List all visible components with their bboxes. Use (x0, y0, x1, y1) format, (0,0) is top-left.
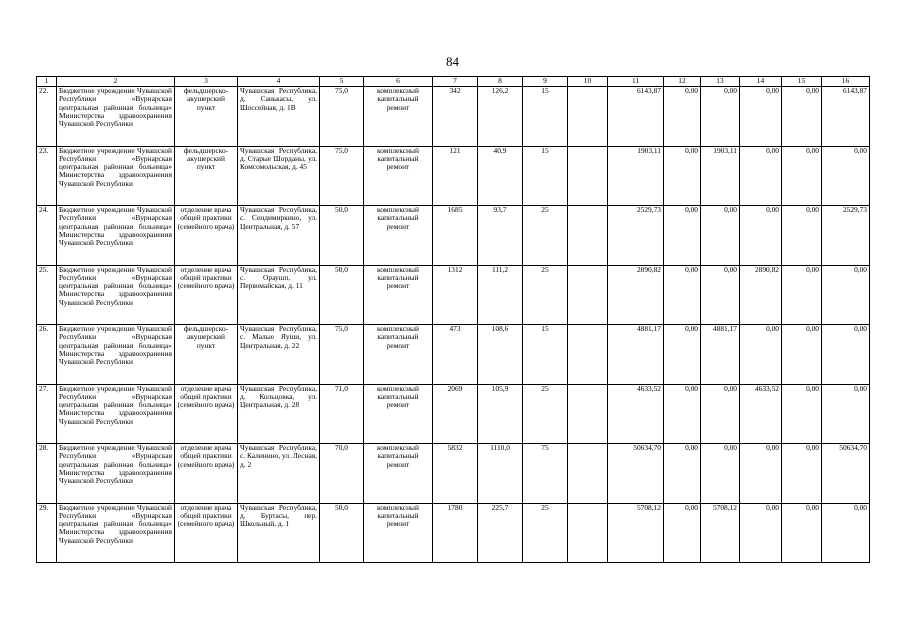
column-header-1: 1 (37, 77, 57, 87)
column-header-13: 13 (701, 77, 740, 87)
cell-col-12: 0,00 (664, 384, 701, 444)
organization-name: Бюджетное учреждение Чувашской Республики «Вурнарская центральная районная больница» Министерства здравоохранения Чувашской Республики (57, 87, 175, 147)
work-type: комплексный капитальный ремонт (364, 87, 433, 147)
cell-col-15: 0,00 (782, 146, 822, 206)
cell-col-11: 1903,11 (608, 146, 664, 206)
cell-col-9: 75 (523, 444, 568, 504)
facility-type: фельдшерско-акушерский пункт (175, 146, 238, 206)
cell-col-16: 0,00 (822, 325, 870, 385)
column-header-5: 5 (320, 77, 364, 87)
cell-col-14: 2890,82 (740, 265, 782, 325)
cell-col-10 (568, 146, 608, 206)
facility-address: Чувашская Республика, с. Сендимиркино, ул. Центральная, д. 57 (238, 206, 320, 266)
table-row (37, 265, 870, 325)
cell-col-5: 71,0 (320, 384, 364, 444)
row-number: 27. (37, 384, 57, 444)
cell-col-9: 15 (523, 325, 568, 385)
column-number-row (37, 77, 870, 87)
cell-col-12: 0,00 (664, 265, 701, 325)
page-number: 84 (446, 54, 459, 69)
cell-col-13: 0,00 (701, 265, 740, 325)
organization-name: Бюджетное учреждение Чувашской Республики «Вурнарская центральная районная больница» Министерства здравоохранения Чувашской Республики (57, 265, 175, 325)
column-header-12: 12 (664, 77, 701, 87)
column-header-10: 10 (568, 77, 608, 87)
cell-col-10 (568, 87, 608, 147)
facility-type: отделение врача общей практики (семейного врача) (175, 206, 238, 266)
work-type: комплексный капитальный ремонт (364, 384, 433, 444)
cell-col-9: 15 (523, 146, 568, 206)
cell-col-7: 342 (433, 87, 478, 147)
row-number: 26. (37, 325, 57, 385)
cell-col-11: 2890,82 (608, 265, 664, 325)
cell-col-15: 0,00 (782, 206, 822, 266)
facility-type: отделение врача общей практики (семейного врача) (175, 384, 238, 444)
organization-name: Бюджетное учреждение Чувашской Республики «Вурнарская центральная районная больница» Министерства здравоохранения Чувашской Республики (57, 503, 175, 563)
organization-name: Бюджетное учреждение Чувашской Республики «Вурнарская центральная районная больница» Министерства здравоохранения Чувашской Республики (57, 325, 175, 385)
cell-col-5: 75,0 (320, 146, 364, 206)
table-row (37, 503, 870, 563)
cell-col-14: 0,00 (740, 87, 782, 147)
cell-col-13: 4881,17 (701, 325, 740, 385)
cell-col-5: 70,0 (320, 444, 364, 504)
data-table (36, 76, 870, 563)
cell-col-12: 0,00 (664, 146, 701, 206)
cell-col-16: 0,00 (822, 384, 870, 444)
cell-col-8: 1110,0 (478, 444, 523, 504)
cell-col-15: 0,00 (782, 87, 822, 147)
facility-type: отделение врача общей практики (семейного врача) (175, 265, 238, 325)
column-header-3: 3 (175, 77, 238, 87)
cell-col-8: 105,9 (478, 384, 523, 444)
cell-col-10 (568, 325, 608, 385)
facility-type: отделение врача общей практики (семейного врача) (175, 444, 238, 504)
cell-col-7: 1312 (433, 265, 478, 325)
cell-col-8: 126,2 (478, 87, 523, 147)
cell-col-8: 40,9 (478, 146, 523, 206)
row-number: 28. (37, 444, 57, 504)
cell-col-11: 4633,52 (608, 384, 664, 444)
column-header-8: 8 (478, 77, 523, 87)
cell-col-5: 50,0 (320, 206, 364, 266)
work-type: комплексный капитальный ремонт (364, 265, 433, 325)
column-header-11: 11 (608, 77, 664, 87)
column-header-4: 4 (238, 77, 320, 87)
cell-col-15: 0,00 (782, 384, 822, 444)
row-number: 23. (37, 146, 57, 206)
cell-col-13: 0,00 (701, 87, 740, 147)
cell-col-7: 1780 (433, 503, 478, 563)
facility-address: Чувашская Республика, д. Буртасы, пер. Школьный, д. 1 (238, 503, 320, 563)
cell-col-8: 108,6 (478, 325, 523, 385)
column-header-14: 14 (740, 77, 782, 87)
cell-col-7: 121 (433, 146, 478, 206)
cell-col-14: 4633,52 (740, 384, 782, 444)
work-type: комплексный капитальный ремонт (364, 206, 433, 266)
cell-col-15: 0,00 (782, 265, 822, 325)
cell-col-13: 5708,12 (701, 503, 740, 563)
table-row (37, 87, 870, 147)
cell-col-5: 50,0 (320, 265, 364, 325)
column-header-9: 9 (523, 77, 568, 87)
cell-col-5: 75,0 (320, 325, 364, 385)
row-number: 24. (37, 206, 57, 266)
cell-col-9: 25 (523, 265, 568, 325)
column-header-2: 2 (57, 77, 175, 87)
cell-col-10 (568, 444, 608, 504)
column-header-16: 16 (822, 77, 870, 87)
organization-name: Бюджетное учреждение Чувашской Республики «Вурнарская центральная районная больница» Министерства здравоохранения Чувашской Республики (57, 146, 175, 206)
table-row (37, 206, 870, 266)
cell-col-9: 25 (523, 503, 568, 563)
cell-col-9: 15 (523, 87, 568, 147)
cell-col-13: 0,00 (701, 444, 740, 504)
facility-type: отделение врача общей практики (семейного врача) (175, 503, 238, 563)
cell-col-10 (568, 384, 608, 444)
cell-col-13: 0,00 (701, 206, 740, 266)
work-type: комплексный капитальный ремонт (364, 503, 433, 563)
cell-col-7: 5832 (433, 444, 478, 504)
facility-address: Чувашская Республика, д. Старые Шорданы, ул. Комсомольская, д. 45 (238, 146, 320, 206)
cell-col-12: 0,00 (664, 87, 701, 147)
cell-col-12: 0,00 (664, 444, 701, 504)
cell-col-10 (568, 206, 608, 266)
cell-col-11: 6143,87 (608, 87, 664, 147)
cell-col-12: 0,00 (664, 503, 701, 563)
facility-type: фельдшерско-акушерский пункт (175, 87, 238, 147)
column-header-15: 15 (782, 77, 822, 87)
organization-name: Бюджетное учреждение Чувашской Республики «Вурнарская центральная районная больница» Министерства здравоохранения Чувашской Республики (57, 384, 175, 444)
facility-address: Чувашская Республика, с. Калинино, ул. Лесная, д. 2 (238, 444, 320, 504)
cell-col-11: 2529,73 (608, 206, 664, 266)
cell-col-5: 50,0 (320, 503, 364, 563)
cell-col-7: 2069 (433, 384, 478, 444)
facility-address: Чувашская Республика, с. Малые Яуши, ул. Центральная, д. 22 (238, 325, 320, 385)
row-number: 25. (37, 265, 57, 325)
work-type: комплексный капитальный ремонт (364, 444, 433, 504)
cell-col-14: 0,00 (740, 146, 782, 206)
cell-col-14: 0,00 (740, 444, 782, 504)
column-header-7: 7 (433, 77, 478, 87)
row-number: 22. (37, 87, 57, 147)
column-header-6: 6 (364, 77, 433, 87)
cell-col-12: 0,00 (664, 206, 701, 266)
cell-col-7: 473 (433, 325, 478, 385)
cell-col-16: 0,00 (822, 503, 870, 563)
cell-col-5: 75,0 (320, 87, 364, 147)
cell-col-11: 4881,17 (608, 325, 664, 385)
row-number: 29. (37, 503, 57, 563)
table-row (37, 325, 870, 385)
cell-col-13: 1903,11 (701, 146, 740, 206)
cell-col-12: 0,00 (664, 325, 701, 385)
table-row (37, 444, 870, 504)
table-row (37, 384, 870, 444)
organization-name: Бюджетное учреждение Чувашской Республики «Вурнарская центральная районная больница» Министерства здравоохранения Чувашской Республики (57, 444, 175, 504)
cell-col-16: 0,00 (822, 265, 870, 325)
cell-col-15: 0,00 (782, 444, 822, 504)
cell-col-8: 225,7 (478, 503, 523, 563)
cell-col-11: 50634,70 (608, 444, 664, 504)
organization-name: Бюджетное учреждение Чувашской Республики «Вурнарская центральная районная больница» Министерства здравоохранения Чувашской Республики (57, 206, 175, 266)
cell-col-8: 93,7 (478, 206, 523, 266)
cell-col-14: 0,00 (740, 325, 782, 385)
cell-col-10 (568, 265, 608, 325)
cell-col-15: 0,00 (782, 325, 822, 385)
cell-col-10 (568, 503, 608, 563)
cell-col-15: 0,00 (782, 503, 822, 563)
cell-col-16: 2529,73 (822, 206, 870, 266)
cell-col-16: 50634,70 (822, 444, 870, 504)
facility-type: фельдшерско-акушерский пункт (175, 325, 238, 385)
cell-col-11: 5708,12 (608, 503, 664, 563)
facility-address: Чувашская Республика, д. Санькасы, ул. Шоссейная, д. 1В (238, 87, 320, 147)
cell-col-8: 111,2 (478, 265, 523, 325)
cell-col-14: 0,00 (740, 206, 782, 266)
cell-col-13: 0,00 (701, 384, 740, 444)
facility-address: Чувашская Республика, с. Ораушп, ул. Первомайская, д. 11 (238, 265, 320, 325)
work-type: комплексный капитальный ремонт (364, 146, 433, 206)
cell-col-9: 25 (523, 206, 568, 266)
facility-address: Чувашская Республика, д. Кольцовка, ул. Центральная, д. 28 (238, 384, 320, 444)
cell-col-9: 25 (523, 384, 568, 444)
cell-col-14: 0,00 (740, 503, 782, 563)
work-type: комплексный капитальный ремонт (364, 325, 433, 385)
cell-col-16: 0,00 (822, 146, 870, 206)
cell-col-16: 6143,87 (822, 87, 870, 147)
cell-col-7: 1685 (433, 206, 478, 266)
table-row (37, 146, 870, 206)
